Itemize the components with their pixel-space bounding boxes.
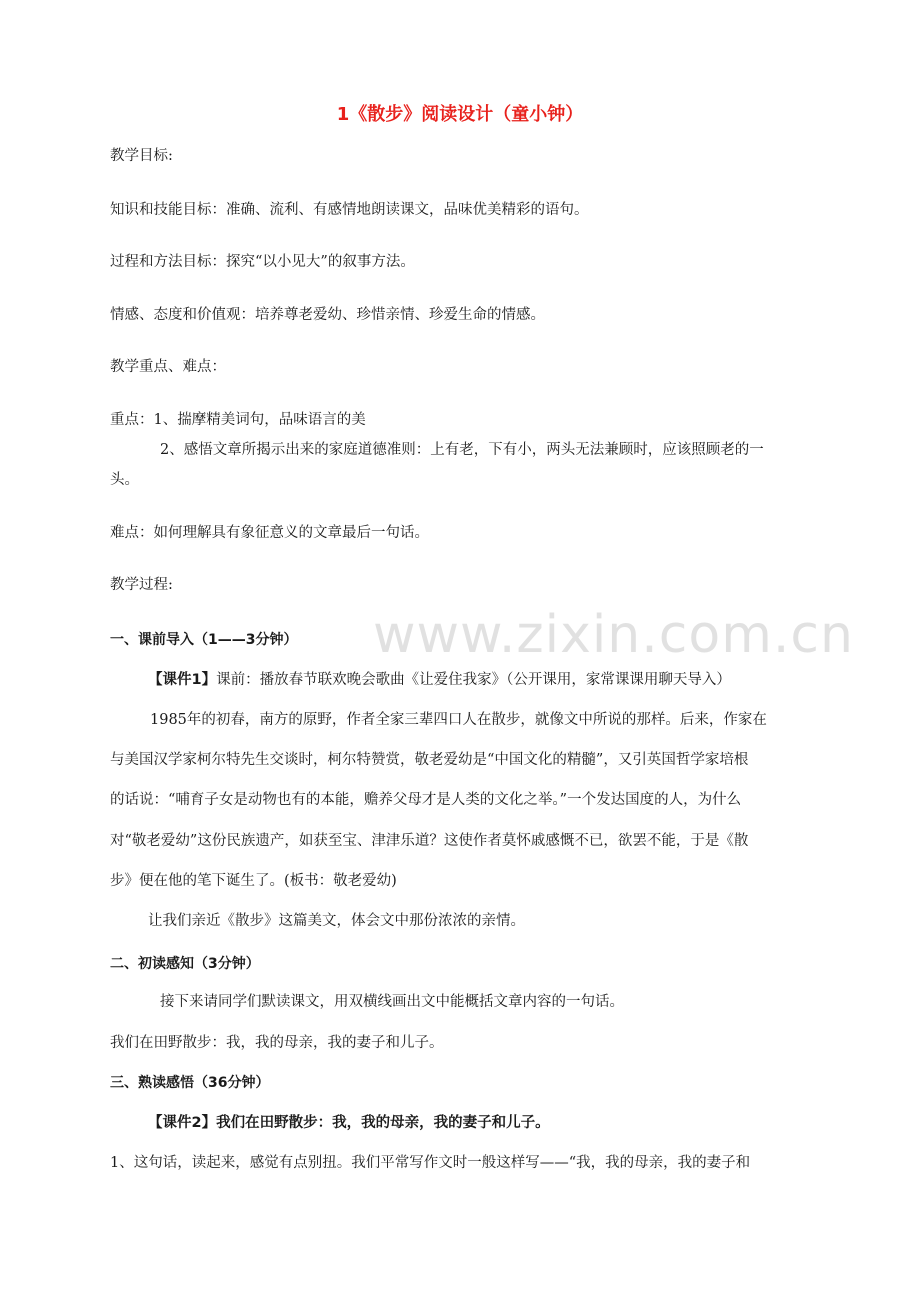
section-heading-1: 一、课前导入（1——3分钟） [110,632,298,648]
difficulty: 难点：如何理解具有象征意义的文章最后一句话。 [110,525,429,541]
section-heading-2: 二、初读感知（3分钟） [110,956,260,972]
paragraph-line: 1、这句话，读起来，感觉有点别扭。我们平常写作文时一般这样写——“我，我的母亲，我的妻子和 [110,1155,751,1171]
courseware-tag: 【课件1】 [148,672,217,688]
paragraph-line: 我们在田野散步：我，我的母亲，我的妻子和儿子。 [110,1035,444,1051]
knowledge-goal: 知识和技能目标：准确、流利、有感情地朗读课文，品味优美精彩的语句。 [110,202,589,218]
paragraph-line: 接下来请同学们默读课文，用双横线画出文中能概括文章内容的一句话。 [160,994,624,1010]
courseware-2 [148,1113,834,1133]
paragraph-line: 与美国汉学家柯尔特先生交谈时，柯尔特赞赏，敬老爱幼是“中国文化的精髓”，又引英国哲学家培根 [110,752,749,768]
courseware-1 [148,670,834,690]
courseware-tag: 【课件2】 [148,1115,217,1131]
paragraph-line: 的话说：“哺育子女是动物也有的本能，赡养父母才是人类的文化之举。”一个发达国度的人，为什么 [110,792,742,808]
paragraph-line: 对“敬老爱幼”这份民族遗产，如获至宝、津津乐道？这使作者莫怀戚感慨不已，欲罢不能，于是《散 [110,833,749,849]
document-title: 1《散步》阅读设计（童小钟） [336,104,584,125]
key-point-2-cont: 头。 [110,472,139,488]
teaching-goals-label: 教学目标: [110,148,173,164]
key-points-label: 教学重点、难点： [110,359,226,375]
courseware-text: 我们在田野散步：我，我的母亲，我的妻子和儿子。 [216,1115,550,1131]
paragraph-line: 让我们亲近《散步》这篇美文，体会文中那份浓浓的亲情。 [148,913,525,929]
emotion-goal: 情感、态度和价值观：培养尊老爱幼、珍惜亲情、珍爱生命的情感。 [110,307,545,323]
process-goal: 过程和方法目标：探究“以小见大”的叙事方法。 [110,254,415,270]
key-point-2: 2、感悟文章所揭示出来的家庭道德准则：上有老，下有小，两头无法兼顾时，应该照顾老的一 [160,442,764,458]
section-heading-3: 三、熟读感悟（36分钟） [110,1075,270,1091]
courseware-text: 课前：播放春节联欢晚会歌曲《让爱住我家》（公开课用，家常课课用聊天导入） [216,672,731,688]
key-point-1: 重点：1、揣摩精美词句，品味语言的美 [110,412,366,428]
teaching-process-label: 教学过程: [110,577,173,593]
paragraph-line: 步》便在他的笔下诞生了。(板书：敬老爱幼) [110,873,397,889]
watermark: www.zixin.com.cn [373,605,854,665]
paragraph-line: 1985年的初春，南方的原野，作者全家三辈四口人在散步，就像文中所说的那样。后来，作家在 [150,712,767,728]
